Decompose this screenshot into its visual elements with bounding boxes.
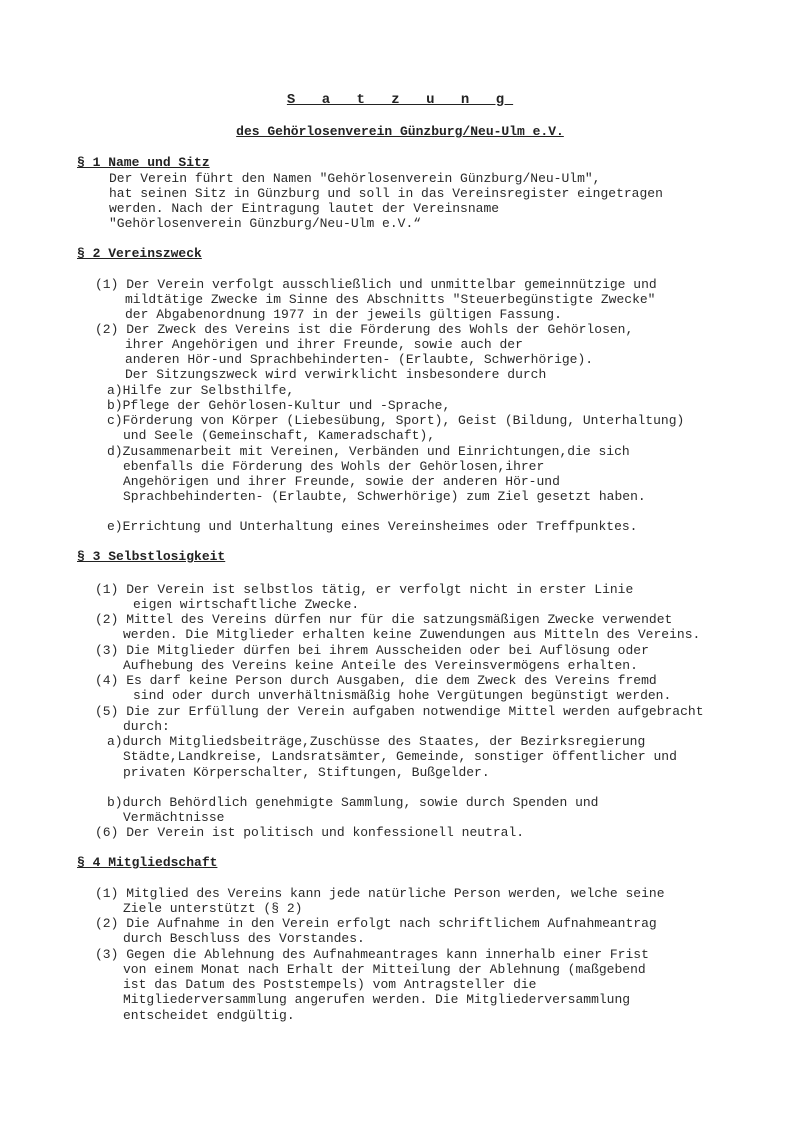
text-line: Angehörigen und ihrer Freunde, sowie der anderen Hör-und <box>123 474 560 489</box>
text-line: "Gehörlosenverein Günzburg/Neu-Ulm e.V.“ <box>109 216 422 231</box>
text-line: a)durch Mitgliedsbeiträge,Zuschüsse des Staates, der Bezirksregierung <box>107 734 646 749</box>
text-line: c)Förderung von Körper (Liebesübung, Sport), Geist (Bildung, Unterhaltung) <box>107 413 685 428</box>
text-line: (3) Gegen die Ablehnung des Aufnahmeantrages kann innerhalb einer Frist <box>95 947 649 962</box>
text-line: Sprachbehinderten- (Erlaubte, Schwerhörige) zum Ziel gesetzt haben. <box>123 489 646 504</box>
text-line: (1) Der Verein ist selbstlos tätig, er verfolgt nicht in erster Linie <box>95 582 634 597</box>
text-line: ebenfalls die Förderung des Wohls der Gehörlosen,ihrer <box>123 459 545 474</box>
text-line: Aufhebung des Vereins keine Anteile des Vereinsvermögens erhalten. <box>123 658 638 673</box>
text-line: entscheidet endgültig. <box>123 1008 295 1023</box>
text-line: werden. Nach der Eintragung lautet der Vereinsname <box>109 201 500 216</box>
text-line: Der Sitzungszweck wird verwirklicht insbesondere durch <box>125 367 547 382</box>
text-line: Mitgliederversammlung angerufen werden. Die Mitgliederversammlung <box>123 992 631 1007</box>
text-line: anderen Hör-und Sprachbehinderten- (Erlaubte, Schwerhörige). <box>125 352 594 367</box>
text-line: ihrer Angehörigen und ihrer Freunde, sowie auch der <box>125 337 523 352</box>
section-heading-3: § 3 Selbstlosigkeit <box>77 549 226 564</box>
text-line: (2) Der Zweck des Vereins ist die Förderung des Wohls der Gehörlosen, <box>95 322 634 337</box>
text-line: (1) Mitglied des Vereins kann jede natürliche Person werden, welche seine <box>95 886 665 901</box>
text-line: hat seinen Sitz in Günzburg und soll in das Vereinsregister eingetragen <box>109 186 663 201</box>
text-line: Ziele unterstützt (§ 2) <box>123 901 303 916</box>
text-line: sind oder durch unverhältnismäßig hohe Vergütungen begünstigt werden. <box>133 688 672 703</box>
text-line: b)Pflege der Gehörlosen-Kultur und -Sprache, <box>107 398 451 413</box>
text-line: (3) Die Mitglieder dürfen bei ihrem Ausscheiden oder bei Auflösung oder <box>95 643 649 658</box>
text-line: (2) Mittel des Vereins dürfen nur für die satzungsmäßigen Zwecke verwendet <box>95 612 673 627</box>
text-line: eigen wirtschaftliche Zwecke. <box>133 597 360 612</box>
text-line: Vermächtnisse <box>123 810 225 825</box>
document-title: S a t z u n g <box>286 92 514 108</box>
text-line: durch Beschluss des Vorstandes. <box>123 931 365 946</box>
text-line: (6) Der Verein ist politisch und konfessionell neutral. <box>95 825 525 840</box>
text-line: privaten Körperschalter, Stiftungen, Bußgelder. <box>123 765 490 780</box>
text-line: werden. Die Mitglieder erhalten keine Zuwendungen aus Mitteln des Vereins. <box>123 627 701 642</box>
text-line: durch: <box>123 719 170 734</box>
text-line: Städte,Landkreise, Landsratsämter, Gemeinde, sonstiger öffentlicher und <box>123 749 677 764</box>
text-line: Der Verein führt den Namen "Gehörlosenverein Günzburg/Neu-Ulm", <box>109 171 601 186</box>
text-line: und Seele (Gemeinschaft, Kameradschaft), <box>123 428 436 443</box>
text-line: (1) Der Verein verfolgt ausschließlich und unmittelbar gemeinnützige und <box>95 277 657 292</box>
text-line: mildtätige Zwecke im Sinne des Abschnitts "Steuerbegünstigte Zwecke" <box>125 292 656 307</box>
text-line: von einem Monat nach Erhalt der Mitteilung der Ablehnung (maßgebend <box>123 962 646 977</box>
text-line: (5) Die zur Erfüllung der Verein aufgaben notwendige Mittel werden aufgebracht <box>95 704 704 719</box>
section-heading-2: § 2 Vereinszweck <box>77 246 202 261</box>
text-line: (4) Es darf keine Person durch Ausgaben, die dem Zweck des Vereins fremd <box>95 673 657 688</box>
text-line: ist das Datum des Poststempels) vom Antragsteller die <box>123 977 537 992</box>
text-line: e)Errichtung und Unterhaltung eines Vereinsheimes oder Treffpunktes. <box>107 519 638 534</box>
text-line: der Abgabenordnung 1977 in der jeweils gültigen Fassung. <box>125 307 562 322</box>
section-heading-4: § 4 Mitgliedschaft <box>77 855 218 870</box>
document-subtitle: des Gehörlosenverein Günzburg/Neu-Ulm e.V. <box>236 124 564 139</box>
text-line: a)Hilfe zur Selbsthilfe, <box>107 383 295 398</box>
text-line: b)durch Behördlich genehmigte Sammlung, sowie durch Spenden und <box>107 795 599 810</box>
section-heading-1: § 1 Name und Sitz <box>77 155 210 170</box>
text-line: (2) Die Aufnahme in den Verein erfolgt nach schriftlichem Aufnahmeantrag <box>95 916 657 931</box>
text-line: d)Zusammenarbeit mit Vereinen, Verbänden und Einrichtungen,die sich <box>107 444 630 459</box>
